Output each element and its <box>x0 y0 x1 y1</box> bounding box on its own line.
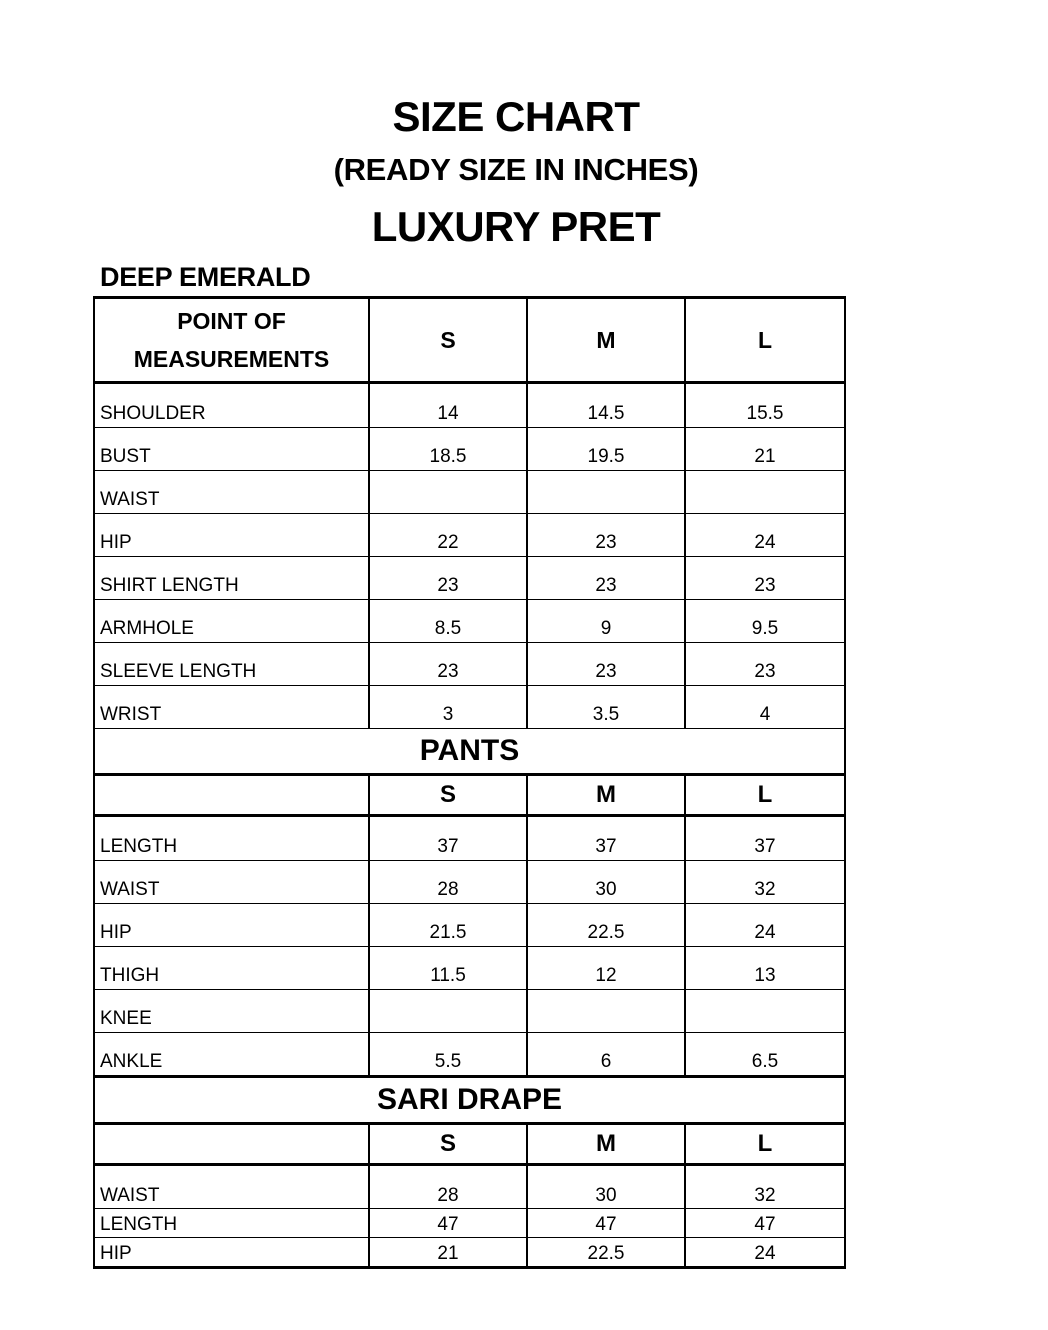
size-l-value <box>685 471 845 514</box>
pants-size-m-header: M <box>527 775 685 816</box>
size-m-value: 14.5 <box>527 383 685 428</box>
pants-header-row <box>94 775 845 816</box>
size-m-value: 9 <box>527 600 685 643</box>
size-s-value: 21.5 <box>369 904 527 947</box>
size-m-value: 6 <box>527 1033 685 1077</box>
table-row <box>94 990 845 1033</box>
size-s-value: 5.5 <box>369 1033 527 1077</box>
table-row <box>94 600 845 643</box>
size-s-value: 22 <box>369 514 527 557</box>
size-m-value: 30 <box>527 861 685 904</box>
table-row <box>94 514 845 557</box>
page-title: SIZE CHART <box>392 93 640 140</box>
size-s-value <box>369 990 527 1033</box>
measurement-label: LENGTH <box>94 1209 369 1238</box>
size-l-value: 24 <box>685 1238 845 1268</box>
measurement-label: ANKLE <box>94 1033 369 1077</box>
measurement-label: KNEE <box>94 990 369 1033</box>
size-m-value: 30 <box>527 1165 685 1209</box>
size-s-value: 47 <box>369 1209 527 1238</box>
size-l-value: 23 <box>685 643 845 686</box>
size-s-header: S <box>369 298 527 383</box>
size-m-value: 23 <box>527 557 685 600</box>
measurement-label: SHOULDER <box>94 383 369 428</box>
size-l-value: 4 <box>685 686 845 729</box>
measurement-label: WAIST <box>94 471 369 514</box>
measurement-label: BUST <box>94 428 369 471</box>
product-name: DEEP EMERALD <box>100 262 311 292</box>
size-m-value: 12 <box>527 947 685 990</box>
size-l-value: 21 <box>685 428 845 471</box>
table-row <box>94 686 845 729</box>
page-subtitle: (READY SIZE IN INCHES) <box>333 152 699 187</box>
size-s-value: 28 <box>369 861 527 904</box>
pants-size-s-header: S <box>369 775 527 816</box>
size-l-value: 37 <box>685 816 845 861</box>
size-s-value: 21 <box>369 1238 527 1268</box>
size-s-value: 23 <box>369 557 527 600</box>
pants-header-blank <box>94 775 369 816</box>
table-row <box>94 557 845 600</box>
table-header-row <box>94 298 845 383</box>
size-s-value: 23 <box>369 643 527 686</box>
pom-header-line2: MEASUREMENTS <box>133 346 330 372</box>
size-m-header: M <box>527 298 685 383</box>
sari-drape-size-s-header: S <box>369 1124 527 1165</box>
measurement-label: HIP <box>94 1238 369 1268</box>
size-s-value: 37 <box>369 816 527 861</box>
table-row <box>94 643 845 686</box>
size-l-value: 9.5 <box>685 600 845 643</box>
collection-title: LUXURY PRET <box>371 203 661 250</box>
size-l-value <box>685 990 845 1033</box>
size-s-value: 11.5 <box>369 947 527 990</box>
table-row <box>94 1165 845 1209</box>
table-row <box>94 1238 845 1268</box>
pom-header-line1: POINT OF <box>177 308 286 334</box>
measurement-label: WAIST <box>94 1165 369 1209</box>
size-m-value: 3.5 <box>527 686 685 729</box>
sari-drape-size-l-header: L <box>685 1124 845 1165</box>
size-m-value: 23 <box>527 643 685 686</box>
size-l-value: 23 <box>685 557 845 600</box>
size-s-value: 8.5 <box>369 600 527 643</box>
size-l-value: 13 <box>685 947 845 990</box>
size-l-header: L <box>685 298 845 383</box>
table-row <box>94 816 845 861</box>
measurement-label: HIP <box>94 514 369 557</box>
size-chart-table <box>93 296 846 1269</box>
pants-section-row <box>94 729 845 775</box>
measurement-label: LENGTH <box>94 816 369 861</box>
size-s-value <box>369 471 527 514</box>
size-l-value: 24 <box>685 514 845 557</box>
measurement-label: WAIST <box>94 861 369 904</box>
sari-drape-section-row <box>94 1077 845 1124</box>
measurement-label: WRIST <box>94 686 369 729</box>
size-l-value: 24 <box>685 904 845 947</box>
size-m-value: 23 <box>527 514 685 557</box>
size-m-value: 22.5 <box>527 1238 685 1268</box>
size-s-value: 18.5 <box>369 428 527 471</box>
table-row <box>94 861 845 904</box>
measurement-label: ARMHOLE <box>94 600 369 643</box>
size-m-value <box>527 990 685 1033</box>
size-l-value: 32 <box>685 1165 845 1209</box>
table-row <box>94 904 845 947</box>
pom-header <box>94 298 369 383</box>
sari-drape-section-title: SARI DRAPE <box>94 1077 845 1124</box>
size-l-value: 6.5 <box>685 1033 845 1077</box>
measurement-label: THIGH <box>94 947 369 990</box>
size-m-value: 22.5 <box>527 904 685 947</box>
sari-drape-header-blank <box>94 1124 369 1165</box>
pants-size-l-header: L <box>685 775 845 816</box>
table-row <box>94 471 845 514</box>
size-m-value: 47 <box>527 1209 685 1238</box>
size-m-value: 37 <box>527 816 685 861</box>
measurement-label: SLEEVE LENGTH <box>94 643 369 686</box>
size-s-value: 28 <box>369 1165 527 1209</box>
measurement-label: HIP <box>94 904 369 947</box>
size-m-value <box>527 471 685 514</box>
size-s-value: 14 <box>369 383 527 428</box>
size-l-value: 47 <box>685 1209 845 1238</box>
table-row <box>94 1033 845 1077</box>
sari-drape-size-m-header: M <box>527 1124 685 1165</box>
size-l-value: 15.5 <box>685 383 845 428</box>
measurement-label: SHIRT LENGTH <box>94 557 369 600</box>
table-row <box>94 428 845 471</box>
table-row <box>94 1209 845 1238</box>
size-s-value: 3 <box>369 686 527 729</box>
table-row <box>94 947 845 990</box>
pants-section-title: PANTS <box>94 729 845 775</box>
table-row <box>94 383 845 428</box>
sari-drape-header-row <box>94 1124 845 1165</box>
size-l-value: 32 <box>685 861 845 904</box>
size-m-value: 19.5 <box>527 428 685 471</box>
